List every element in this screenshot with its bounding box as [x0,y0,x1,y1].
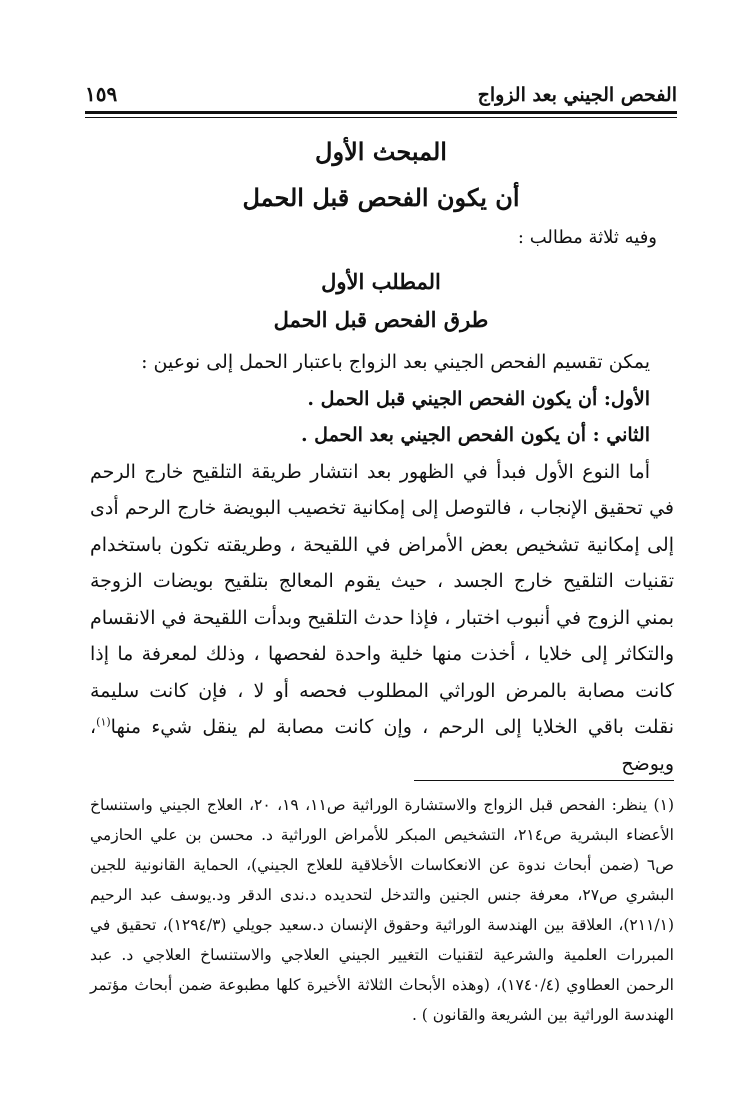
footnote-divider [414,780,674,781]
header-rule-thin [85,117,677,118]
body-text [90,344,674,782]
main-paragraph [90,454,674,783]
footnote: (١) ينظر: الفحص قبل الزواج والاستشارة الوراثية ص١١، ١٩، ٢٠، العلاج الجيني واستنساخ الأعضاء البشرية ص٢١٤، التشخيص المبكر للأمراض الوراثية د. محسن بن علي الحازمي ص٦ (ضمن أبحاث ندوة عن الانعكاسات الأخلاقية للعلاج الجيني)، الحماية القانونية للجين البشري ص٢٧، معرفة جنس الجنين والتدخل لتحديده د.ندى الدقر ود.يوسف عبد الرحيم (٢١١/١)، العلاقة بين الهندسة الوراثية وحقوق الإنسان د.سعيد جويلي (١٢٩٤/٣)، تحقيق في المبررات العلمية والشرعية لتقنيات التغيير الجيني العلاجي والاستنساخ العلاجي د. عبد الرحمن العطاوي (١٧٤٠/٤)، (وهذه الأبحاث الثلاثة الأخيرة كلها مطبوعة ضمن أبحاث مؤتمر الهندسة الوراثية بين الشريعة والقانون ) . [90,796,675,1024]
lead-paragraph: يمكن تقسيم الفحص الجيني بعد الزواج باعتبار الحمل إلى نوعين : [141,351,650,373]
running-title: الفحص الجيني بعد الزواج [477,84,677,106]
subsection-title: طرق الفحص قبل الحمل [273,307,489,332]
section-heading: المبحث الأول [315,137,447,166]
list-item-first: الأول: أن يكون الفحص الجيني قبل الحمل . [307,387,650,410]
page-number: ١٥٩ [85,82,118,106]
main-paragraph-tail: ، ويوضح [90,716,674,775]
list-item-second: الثاني : أن يكون الفحص الجيني بعد الحمل . [300,424,650,446]
section-title: أن يكون الفحص قبل الحمل [242,183,520,212]
section-intro: وفيه ثلاثة مطالب : [517,227,657,248]
footnote-marker[interactable]: (١) [96,715,111,729]
subsection-heading: المطلب الأول [321,269,441,294]
running-header [85,72,677,106]
header-rule-thick [85,111,677,114]
main-paragraph-text: أما النوع الأول فبدأ في الظهور بعد انتشار طريقة التلقيح خارج الرحم في تحقيق الإنجاب ، فالتوصل إلى إمكانية تخصيب البويضة خارج الرحم أدى إلى إمكانية تشخيص بعض الأمراض في اللقيحة ، وطريقته تكون باستخدام تقنيات التلقيح خارج الجسد ، حيث يقوم المعالج بتلقيح بويضات الزوجة بمني الزوج في أنبوب اختبار ، فإذا حدث التلقيح وبدأت اللقيحة في الانقسام والتكاثر إلى خلايا ، أخذت منها خلية واحدة لفحصها ، وذلك لمعرفة ما إذا كانت مصابة بالمرض الوراثي المطلوب فحصه أو لا ، فإن كانت سليمة نقلت باقي الخلايا إلى الرحم ، وإن كانت مصابة لم ينقل شيء منها [90,460,674,738]
